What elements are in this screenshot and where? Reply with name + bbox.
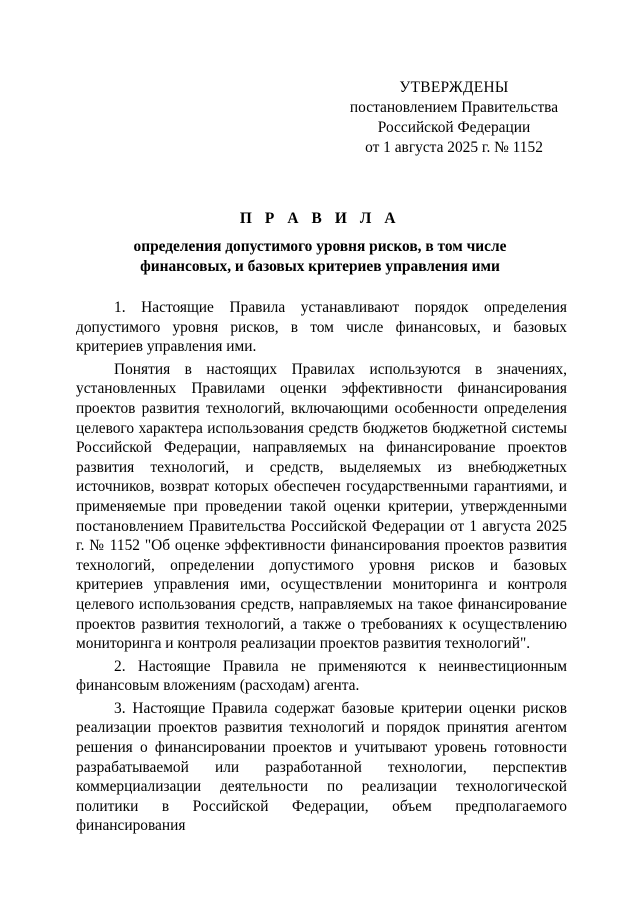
paragraph: 2. Настоящие Правила не применяются к неинвестиционным финансовым вложениям (расходам) агента. — [76, 657, 567, 695]
paragraph: Понятия в настоящих Правилах используются в значениях, установленных Правилами оценки эффективности финансирования проектов развития технологий, включающими особенности определения целевого характера использования средств бюджетов бюджетной системы Российской Федерации, направляемых на финансирование проектов развития технологий, и средств, выделяемых из внебюджетных источников, возврат которых обеспечен государственными гарантиями, и применяемые при проведении такой оценки критерии, утвержденными постановлением Правительства Российской Федерации от 1 августа 2025 г. № 1152 "Об оценке эффективности финансирования проектов развития технологий, определении допустимого уровня рисков и базовых критериев управления ими, осуществлении мониторинга и контроля целевого использования средств, направляемых на такое финансирование проектов развития технологий, а также о требованиях к осуществлению мониторинга и контроля реализации проектов развития технологий". — [76, 360, 567, 653]
document-title: П Р А В И Л А — [239, 210, 401, 227]
approval-line: Российской Федерации — [377, 119, 531, 136]
approval-line: от 1 августа 2025 г. № 1152 — [365, 139, 543, 156]
subtitle-line: финансовых, и базовых критериев управления ими — [140, 258, 500, 275]
approval-line: постановлением Правительства — [349, 99, 559, 116]
document-body — [76, 298, 567, 839]
paragraph: 1. Настоящие Правила устанавливают порядок определения допустимого уровня рисков, в том числе финансовых, и базовых критериев управления ими. — [76, 299, 567, 356]
approval-stamp — [344, 78, 564, 158]
document-subtitle — [80, 237, 560, 277]
subtitle-line: определения допустимого уровня рисков, в том числе — [133, 238, 507, 255]
paragraph: 3. Настоящие Правила содержат базовые критерии оценки рисков реализации проектов развития технологий и порядок принятия агентом решения о финансировании проектов и учитывают уровень готовности разрабатываемой или разработанной технологии, перспектив коммерциализации деятельности по реализации технологической политики в Российской Федерации, объем предполагаемого финансирования — [76, 699, 567, 835]
approval-heading: УТВЕРЖДЕНЫ — [399, 79, 509, 96]
